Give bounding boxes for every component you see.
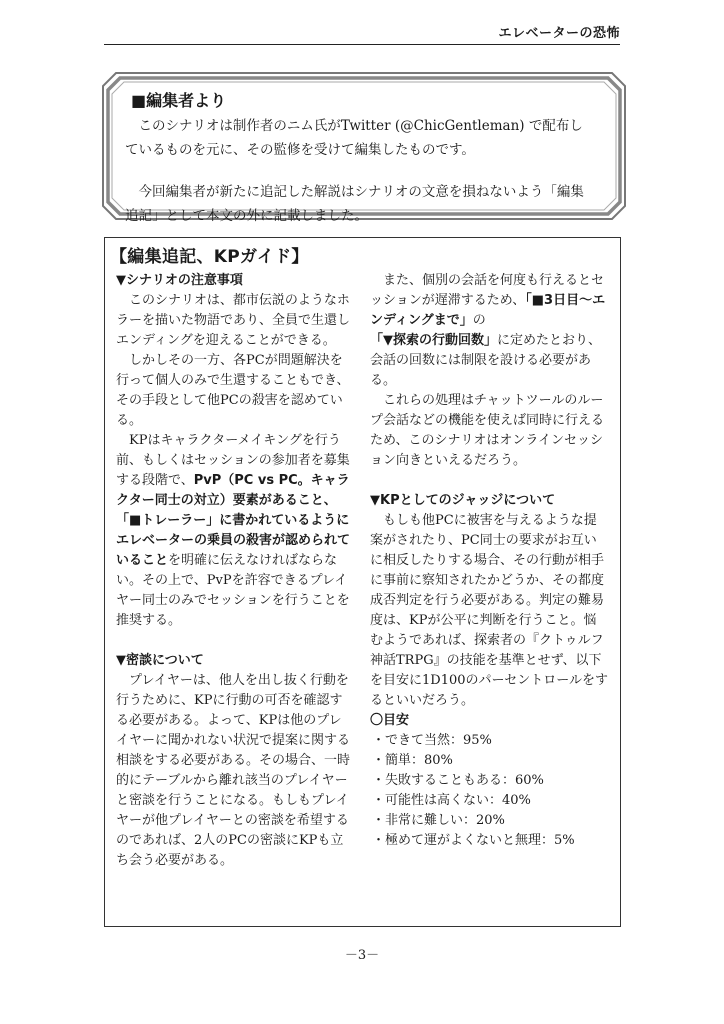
- secret-talk-heading: ▼密談について: [116, 653, 204, 668]
- kp-judge-paragraph: もしも他PCに被害を与えるような提案がされたり、PC同士の要求がお互いに相反したりする場合、その行動が相手に事前に察知されたかどうか、その都度成否判定を行う必要がある。判定の難易度は、KPが公平に判断を行うこと。悩むようであれば、探索者の『クトゥルフ神話TRPG』の技能を基準とせず、以下を目安に1D100のパーセントロールをするといいだろう。: [370, 513, 608, 708]
- kp-guide-left-column: [116, 271, 354, 871]
- action-count-reference: 「▼探索の行動回数」: [370, 333, 497, 348]
- scenario-notes-heading: ▼シナリオの注意事項: [116, 273, 243, 288]
- editor-note-heading: ■編集者より: [131, 91, 227, 110]
- pvp-notice-lead: KPはキャラクターメイキングを行う前、もしくはセッションの参加者を募集する段階で、: [116, 433, 350, 488]
- pvp-notice-emphasis: PvP（PC vs PC。キャラクター同士の対立）要素があること、「■トレーラー」に書かれているようにエレベーターの乗員の殺害が認められていること: [116, 473, 351, 568]
- header-rule: [104, 44, 620, 45]
- kp-guide-title: 【編集追記、KPガイド】: [110, 247, 309, 267]
- conversation-limit-lead: また、個別の会話を何度も行えるとセッションが遅滞するため、: [370, 273, 605, 308]
- editor-note-paragraph-2: 今回編集者が新たに追記した解説はシナリオの文意を損ねないよう「編集追記」として本文の外に記載しました。: [125, 184, 584, 224]
- kp-judge-heading: ▼KPとしてのジャッジについて: [370, 493, 556, 508]
- target-values-list: [370, 731, 608, 851]
- kp-guide-right-column: [370, 271, 608, 851]
- list-item: ・簡単：80%: [372, 753, 453, 768]
- list-item: ・できて当然：95%: [372, 733, 492, 748]
- editor-note-paragraph-1: このシナリオは制作者のニム氏がTwitter (@ChicGentleman) で配布しているものを元に、その監修を受けて編集したものです。: [125, 118, 583, 158]
- pvp-notice-tail: を明確に伝えなければならない。その上で、PvPを許容できるプレイヤー同士のみでセッションを行うことを推奨する。: [116, 553, 350, 628]
- secret-talk-paragraph: プレイヤーは、他人を出し抜く行動を行うために、KPに行動の可否を確認する必要がある。よって、KPは他のプレイヤーに聞かれない状況で提案に関する相談をする必要がある。その場合、一時的にテーブルから離れ該当のプレイヤーと密談を行うことになる。もしもプレイヤーが他プレイヤーとの密談を希望するのであれば、2人のPCの密談にKPも立ち会う必要がある。: [116, 673, 351, 868]
- editor-note: [125, 88, 595, 228]
- list-item: ・極めて運がよくないと無理：5%: [372, 833, 575, 848]
- scenario-notes-paragraph-1: このシナリオは、都市伝説のようなホラーを描いた物語であり、全員で生還しエンディングを迎えることができる。: [116, 293, 351, 348]
- day3-ending-reference: 「■3日目～エンディングまで」: [370, 293, 606, 328]
- target-values-heading: 〇目安: [370, 713, 410, 728]
- list-item: ・失敗することもある：60%: [372, 773, 544, 788]
- scenario-notes-paragraph-3: [116, 431, 354, 631]
- running-header-title: エレベーターの恐怖: [498, 26, 620, 41]
- conversation-limit-tail: に定めたとおり、会話の回数には制限を設ける必要がある。: [370, 333, 602, 388]
- online-session-paragraph: これらの処理はチャットツールのループ会話などの機能を使えば同時に行えるため、このシナリオはオンラインセッション向きといえるだろう。: [370, 393, 605, 468]
- page-number: －3－: [344, 948, 380, 963]
- conversation-limit-particle: の: [472, 313, 486, 328]
- list-item: ・可能性は高くない：40%: [372, 793, 531, 808]
- list-item: ・非常に難しい：20%: [372, 813, 505, 828]
- scenario-notes-paragraph-2: しかしその一方、各PCが問題解決を行って個人のみで生還することもでき、その手段として他PCの殺害を認めている。: [116, 353, 350, 428]
- conversation-limit-paragraph: [370, 271, 608, 391]
